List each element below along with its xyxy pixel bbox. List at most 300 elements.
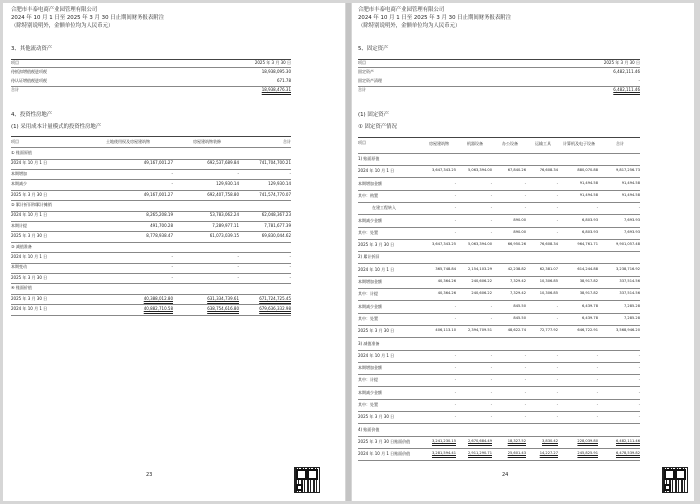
table-rule xyxy=(358,86,640,87)
cell-value: 18,938,476.31 xyxy=(261,87,291,92)
cell-value: 638,754,616.80 xyxy=(207,306,239,311)
cell-value: - xyxy=(556,180,558,185)
table-rule xyxy=(11,252,291,253)
page-number: 24 xyxy=(502,472,509,478)
cell-value: - xyxy=(524,389,526,394)
cell-value: 40,364.26 xyxy=(437,291,456,296)
cell-value: 40,364.26 xyxy=(437,279,456,283)
cell-value: - xyxy=(524,365,526,370)
row-label: 2024 年 10 月 1 日 xyxy=(358,168,395,174)
cell-value: - xyxy=(171,254,173,259)
table-rule xyxy=(11,283,291,284)
col-header: 项目 xyxy=(11,60,19,65)
table-rule xyxy=(358,251,640,252)
cell-value: 337,514.56 xyxy=(619,291,640,296)
cell-value: - xyxy=(556,377,558,382)
cell-value: - xyxy=(638,402,640,406)
cell-value: 129,930.14 xyxy=(268,181,291,187)
cell-value: - xyxy=(490,217,492,222)
table-rule xyxy=(358,362,640,363)
cell-value: - xyxy=(490,205,492,210)
cell-value: - xyxy=(454,205,456,210)
cell-value: 2,911,290.71 xyxy=(467,451,492,456)
cell-value: 7,329.42 xyxy=(509,279,526,283)
cell-value: 7,693.93 xyxy=(623,217,640,222)
cell-value: 845.50 xyxy=(513,303,526,308)
cell-value: - xyxy=(524,414,526,419)
cell-value: 38,917.82 xyxy=(579,291,598,296)
cell-value: 6,439.78 xyxy=(581,315,598,320)
row-label: 本期增加金额 xyxy=(358,180,382,186)
row-label: 本期减少金额 xyxy=(358,217,382,223)
cell-value: - xyxy=(490,377,492,382)
row-label: 合计 xyxy=(358,87,366,92)
cell-value: 9,901,057.48 xyxy=(615,242,640,247)
page-23 xyxy=(3,3,345,501)
row-label: 在建工程转入 xyxy=(372,205,396,211)
cell-value: 890.00 xyxy=(513,229,526,234)
cell-value: 5,063,394.00 xyxy=(467,168,492,173)
cell-value: 6,803.93 xyxy=(581,217,598,222)
page-24 xyxy=(352,3,694,501)
cell-value: - xyxy=(454,217,456,222)
row-label: 其中：处置 xyxy=(358,402,378,407)
cell-value: - xyxy=(490,389,492,394)
cell-value: - xyxy=(490,180,492,185)
table-rule xyxy=(358,448,640,449)
cell-value: - xyxy=(237,170,239,176)
cell-value: - xyxy=(490,303,492,308)
row-label: 本期增加 xyxy=(11,170,27,176)
cell-value: 6,482,111.46 xyxy=(615,438,640,443)
table-rule xyxy=(11,179,291,180)
table-rule xyxy=(11,294,291,295)
cell-value: 91,494.58 xyxy=(579,180,598,185)
cell-value: - xyxy=(524,377,526,382)
col-header: 项目 xyxy=(358,60,366,65)
row-label: 4) 账面价值 xyxy=(358,426,380,432)
table-rule xyxy=(358,239,640,240)
cell-value: - xyxy=(454,377,456,382)
table-rule xyxy=(358,202,640,203)
col-header: 运输工具 xyxy=(535,141,551,146)
row-label: 2024 年 10 月 1 日 xyxy=(358,266,395,272)
table-rule xyxy=(11,315,291,316)
cell-value: 337,514.56 xyxy=(619,279,640,283)
row-label: 其中：计提 xyxy=(358,377,378,383)
cell-value: 7,781,677.39 xyxy=(264,222,291,228)
cell-value: 76,608.34 xyxy=(539,242,558,247)
cell-value: 3,241,230.15 xyxy=(431,438,456,443)
cell-value: 10,306.85 xyxy=(539,279,558,283)
cell-value: 91,494.58 xyxy=(621,192,640,197)
table-rule xyxy=(358,350,640,351)
cell-value: - xyxy=(556,315,558,320)
row-label: ③ 减值准备 xyxy=(11,243,32,249)
cell-value: - xyxy=(556,352,558,357)
cell-value: 7,329.42 xyxy=(509,291,526,296)
cell-value: 91,494.58 xyxy=(621,180,640,185)
cell-value: - xyxy=(638,205,640,210)
cell-value: 240,606.22 xyxy=(471,279,492,283)
cell-value: - xyxy=(556,205,558,210)
cell-value: - xyxy=(556,192,558,197)
cell-value: 8,778,938.47 xyxy=(146,233,173,239)
cell-value: 3,830.42 xyxy=(541,438,558,443)
cell-value: 14,227.27 xyxy=(539,451,558,456)
cell-value: 365,748.84 xyxy=(435,266,456,271)
row-label: 2025 年 3 月 30 日 xyxy=(11,274,48,280)
col-header: 房屋建筑物 xyxy=(429,141,449,146)
row-label: 其中：购置 xyxy=(358,192,378,198)
sub-title: (1) 采用成本计量模式的投资性房地产 xyxy=(11,124,102,130)
row-label: 1) 账面原值 xyxy=(358,156,380,161)
cell-value: 7,285.28 xyxy=(623,315,640,320)
row-label: ④ 账面价值 xyxy=(11,285,32,291)
row-label: ② 累计折旧和累计摊销 xyxy=(11,202,52,207)
row-label: 合计 xyxy=(11,87,19,92)
cell-value: 66,950.26 xyxy=(507,242,526,247)
cell-value: - xyxy=(638,365,640,370)
cell-value: 890.00 xyxy=(513,217,526,222)
cell-value: 3,238,716.92 xyxy=(615,266,640,271)
cell-value: 692,407,758.80 xyxy=(207,191,239,197)
cell-value: - xyxy=(490,192,492,197)
cell-value: 228,039.80 xyxy=(577,438,598,443)
cell-value: - xyxy=(638,414,640,419)
cell-value: 3,281,594.41 xyxy=(431,451,456,456)
cell-value: - xyxy=(237,254,239,259)
row-label: 2025 年 3 月 30 日 xyxy=(11,233,48,239)
col-header: 办公设备 xyxy=(502,141,518,146)
cell-value: 69,830,044.62 xyxy=(261,233,291,239)
cell-value: - xyxy=(490,402,492,406)
cell-value: 3,647,343.25 xyxy=(431,168,456,173)
cell-value: 67,840.26 xyxy=(507,168,526,173)
cell-value: - xyxy=(490,315,492,320)
row-label: 2024 年 10 月 1 日账面价值 xyxy=(358,451,411,457)
cell-value: - xyxy=(524,180,526,185)
cell-value: - xyxy=(454,192,456,197)
cell-value: - xyxy=(454,352,456,357)
cell-value: 18,938,095.30 xyxy=(261,69,291,74)
table-rule xyxy=(11,200,291,201)
cell-value: - xyxy=(454,315,456,320)
table-rule xyxy=(358,386,640,387)
cell-value: - xyxy=(556,389,558,394)
table-rule xyxy=(358,325,640,326)
cell-value: 53,783,062.24 xyxy=(209,212,239,218)
row-label: 其中：计提 xyxy=(358,291,378,297)
col-header: 计算机及电子设备 xyxy=(563,141,595,146)
table-rule xyxy=(11,221,291,222)
table-rule xyxy=(11,211,291,212)
cell-value: - xyxy=(454,229,456,234)
cell-value: - xyxy=(596,414,598,419)
table-rule xyxy=(358,214,640,215)
table-rule xyxy=(11,304,291,305)
cell-value: - xyxy=(596,377,598,382)
cell-value: - xyxy=(237,264,239,270)
col-header: 2025 年 3 月 30 日 xyxy=(254,60,291,65)
qr-code-icon xyxy=(662,467,688,493)
cell-value: 6,482,111.46 xyxy=(613,69,640,74)
cell-value: - xyxy=(490,365,492,370)
row-label: 2024 年 10 月 1 日 xyxy=(11,160,48,166)
cell-value: - xyxy=(596,389,598,394)
row-label: 待认证增值税进项税 xyxy=(11,78,47,83)
cell-value: - xyxy=(556,402,558,406)
cell-value: 6,482,111.46 xyxy=(613,87,640,92)
cell-value: 671,724,725.45 xyxy=(259,295,291,301)
row-label: 其中：处置 xyxy=(358,315,378,321)
cell-value: 8,265,208.19 xyxy=(146,212,173,218)
cell-value: - xyxy=(556,229,558,234)
col-header: 机器设备 xyxy=(467,141,483,146)
company-name: 合肥市丰泰电商产业园管理有限公司 xyxy=(11,7,98,13)
row-label: 2025 年 3 月 30 日账面价值 xyxy=(358,438,411,444)
table-rule xyxy=(11,231,291,232)
table-rule xyxy=(358,423,640,424)
row-label: 2025 年 3 月 30 日 xyxy=(358,242,395,248)
cell-value: 10,306.85 xyxy=(539,291,558,296)
row-label: 本期增加金额 xyxy=(358,365,382,371)
cell-value: - xyxy=(454,402,456,406)
cell-value: 880,070.88 xyxy=(577,168,598,173)
cell-value: 240,606.22 xyxy=(471,291,492,296)
cell-value: 62,048,367.23 xyxy=(261,212,291,218)
cell-value: 49,167,001.27 xyxy=(143,191,173,197)
cell-value: - xyxy=(638,78,640,83)
cell-value: 845.50 xyxy=(513,315,526,320)
row-label: 2024 年 10 月 1 日 xyxy=(358,352,395,358)
row-label: 本期减少金额 xyxy=(358,389,382,395)
cell-value: - xyxy=(454,180,456,185)
table-rule xyxy=(11,59,291,60)
row-label: 待抵扣增值税进项税 xyxy=(11,69,47,74)
cell-value: - xyxy=(596,402,598,406)
table-rule xyxy=(11,263,291,264)
sub-title: (1) 固定资产 xyxy=(358,112,389,118)
col-header: 合计 xyxy=(283,139,291,144)
row-label: 2025 年 3 月 30 日 xyxy=(11,191,48,197)
table-rule xyxy=(358,165,640,166)
cell-value: 741,704,700.21 xyxy=(259,160,291,166)
report-period: 2024 年 10 月 1 日至 2025 年 3 月 30 日止期间财务报表附注 xyxy=(358,15,512,21)
cell-value: - xyxy=(596,205,598,210)
table-rule xyxy=(11,190,291,191)
table-rule xyxy=(358,153,640,154)
cell-value: - xyxy=(454,303,456,308)
cell-value: - xyxy=(289,274,291,280)
table-rule xyxy=(358,374,640,375)
unit-note: （除特别说明外，金额单位均为人民币元） xyxy=(11,23,114,29)
cell-value: 40,882,710.58 xyxy=(143,306,173,311)
cell-value: 7,693.93 xyxy=(623,229,640,234)
row-label: 固定资产清理 xyxy=(358,78,382,83)
cell-value: - xyxy=(524,192,526,197)
cell-value: 72,777.92 xyxy=(539,328,558,333)
sub-title: ① 固定资产情况 xyxy=(358,124,397,130)
cell-value: - xyxy=(524,205,526,210)
cell-value: - xyxy=(596,352,598,357)
table-rule xyxy=(358,300,640,301)
cell-value: 646,722.91 xyxy=(577,328,598,333)
row-label: 本期变动 xyxy=(11,264,27,270)
cell-value: - xyxy=(490,229,492,234)
cell-value: 9,817,256.73 xyxy=(615,168,640,173)
cell-value: - xyxy=(237,274,239,280)
row-label: 2024 年 10 月 1 日 xyxy=(11,306,48,311)
col-header: 房屋建筑物装修 xyxy=(193,139,221,144)
cell-value: 61,073,039.15 xyxy=(209,233,239,239)
cell-value: - xyxy=(171,264,173,270)
cell-value: 671.78 xyxy=(277,78,291,83)
cell-value: 6,439.78 xyxy=(581,303,598,308)
cell-value: - xyxy=(171,181,173,187)
table-rule xyxy=(358,177,640,178)
table-rule xyxy=(358,411,640,412)
cell-value: - xyxy=(556,217,558,222)
cell-value: - xyxy=(490,414,492,419)
table-rule xyxy=(358,460,640,461)
table-rule xyxy=(358,263,640,264)
cell-value: - xyxy=(638,352,640,357)
row-label: 本期计提 xyxy=(11,222,27,228)
row-label: 本期增加金额 xyxy=(358,279,382,284)
cell-value: - xyxy=(454,365,456,370)
section-title: 3、其他流动资产 xyxy=(11,46,53,52)
cell-value: 42,238.82 xyxy=(507,266,526,271)
table-rule xyxy=(11,67,291,68)
cell-value: 129,930.14 xyxy=(216,181,239,187)
table-rule xyxy=(358,276,640,277)
cell-value: - xyxy=(524,402,526,406)
row-label: 2) 累计折旧 xyxy=(358,254,380,260)
cell-value: - xyxy=(454,389,456,394)
cell-value: 245,825.91 xyxy=(577,451,598,456)
cell-value: 692,537,689.84 xyxy=(207,160,239,166)
table-rule xyxy=(11,159,291,160)
cell-value: - xyxy=(638,389,640,394)
cell-value: - xyxy=(454,414,456,419)
cell-value: 6,478,539.82 xyxy=(615,451,640,456)
cell-value: - xyxy=(490,352,492,357)
row-label: 本期减少 xyxy=(11,181,27,187)
cell-value: 48,622.74 xyxy=(507,328,526,333)
report-period: 2024 年 10 月 1 日至 2025 年 3 月 30 日止期间财务报表附注 xyxy=(11,15,165,21)
cell-value: 91,494.58 xyxy=(579,192,598,197)
row-label: 2024 年 10 月 1 日 xyxy=(11,254,48,259)
cell-value: 3,647,343.25 xyxy=(431,242,456,247)
row-label: 2024 年 10 月 1 日 xyxy=(11,212,48,218)
col-header: 项目 xyxy=(11,139,19,144)
table-rule xyxy=(358,227,640,228)
cell-value: 2,154,103.29 xyxy=(467,266,492,271)
table-rule xyxy=(358,399,640,400)
section-title: 4、投资性房地产 xyxy=(11,112,53,118)
row-label: 其中：处置 xyxy=(358,229,378,235)
table-rule xyxy=(358,67,640,68)
table-rule xyxy=(358,59,640,60)
cell-value: - xyxy=(638,377,640,382)
table-rule xyxy=(358,337,640,338)
qr-code-icon xyxy=(294,467,320,493)
section-title: 5、固定资产 xyxy=(358,46,389,52)
page-gutter xyxy=(346,3,351,501)
cell-value: 5,063,394.00 xyxy=(467,242,492,247)
cell-value: - xyxy=(289,254,291,259)
cell-value: 3,568,946.20 xyxy=(615,328,640,333)
cell-value: 40,388,012.80 xyxy=(143,295,173,301)
cell-value: - xyxy=(596,365,598,370)
cell-value: 76,608.34 xyxy=(539,168,558,173)
table-rule xyxy=(358,313,640,314)
company-name: 合肥市丰泰电商产业园管理有限公司 xyxy=(358,7,445,13)
row-label: 本期减少金额 xyxy=(358,303,382,309)
page-number: 23 xyxy=(146,472,153,478)
table-rule xyxy=(358,436,640,437)
cell-value: - xyxy=(171,170,173,176)
cell-value: 49,167,001.27 xyxy=(143,160,173,166)
cell-value: 2,670,684.49 xyxy=(467,438,492,443)
cell-value: - xyxy=(556,414,558,419)
cell-value: 7,289,977.11 xyxy=(212,222,239,228)
table-rule xyxy=(11,147,291,148)
cell-value: - xyxy=(556,365,558,370)
table-rule xyxy=(11,169,291,170)
cell-value: 631,334,739.61 xyxy=(207,295,239,301)
cell-value: 491,700.28 xyxy=(150,222,173,228)
col-header: 2025 年 3 月 30 日 xyxy=(603,60,640,65)
col-header: 项目 xyxy=(358,140,366,145)
cell-value: 18,327.52 xyxy=(507,438,526,443)
row-label: 2025 年 3 月 30 日 xyxy=(358,328,395,334)
cell-value: - xyxy=(171,274,173,280)
cell-value: 406,113.10 xyxy=(435,328,456,333)
cell-value: 7,285.28 xyxy=(623,303,640,308)
table-rule xyxy=(11,136,291,137)
table-rule xyxy=(11,242,291,243)
cell-value: 614,244.88 xyxy=(577,266,598,271)
row-label: 2025 年 3 月 30 日 xyxy=(358,414,395,420)
cell-value: - xyxy=(289,264,291,270)
cell-value: 62,381.07 xyxy=(539,266,558,271)
cell-value: 679,636,332.98 xyxy=(259,306,291,311)
cell-value: 25,601.43 xyxy=(507,451,526,456)
row-label: 2025 年 3 月 30 日 xyxy=(11,295,48,301)
unit-note: （除特别说明外，金额单位均为人民币元） xyxy=(358,23,461,29)
row-label: 固定资产 xyxy=(358,69,374,74)
cell-value: 2,394,709.51 xyxy=(467,328,492,333)
table-rule xyxy=(358,137,640,138)
cell-value: 964,761.71 xyxy=(577,242,598,247)
table-rule xyxy=(11,86,291,87)
cell-value: 741,574,770.07 xyxy=(259,191,291,197)
cell-value: - xyxy=(289,170,291,176)
table-rule xyxy=(358,190,640,191)
row-label: 3) 减值准备 xyxy=(358,340,380,346)
row-label: ① 账面原值 xyxy=(11,150,32,155)
cell-value: 38,917.82 xyxy=(579,279,598,283)
table-rule xyxy=(11,273,291,274)
cell-value: - xyxy=(524,352,526,357)
cell-value: 6,803.93 xyxy=(581,229,598,234)
col-header: 合计 xyxy=(616,141,624,146)
cell-value: - xyxy=(556,303,558,308)
table-rule xyxy=(358,288,640,289)
col-header: 土地使用权及房屋建筑物 xyxy=(106,139,150,144)
